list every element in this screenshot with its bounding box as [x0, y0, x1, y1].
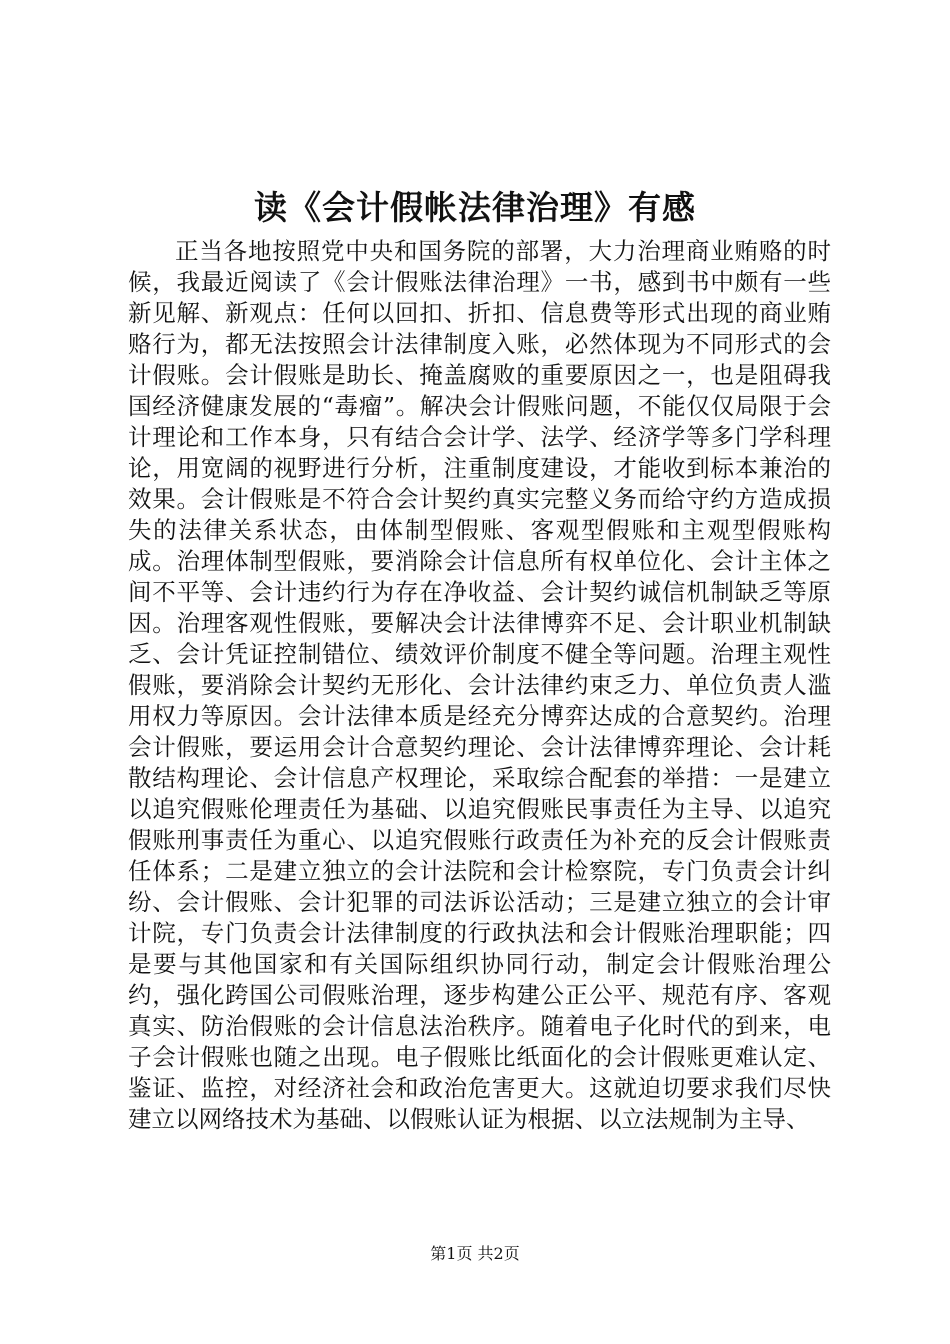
page-number-footer: 第1页 共2页	[430, 1244, 520, 1263]
document-body-paragraph: 正当各地按照党中央和国务院的部署，大力治理商业贿赂的时候，我最近阅读了《会计假账法律治理》一书，感到书中颇有一些新见解、新观点：任何以回扣、折扣、信息费等形式出现的商业贿赂行为，都无法按照会计法律制度入账，必然体现为不同形式的会计假账。会计假账是助长、掩盖腐败的重要原因之一，也是阻碍我国经济健康发展的“毒瘤”。解决会计假账问题，不能仅仅局限于会计理论和工作本身，只有结合会计学、法学、经济学等多门学科理论，用宽阔的视野进行分析，注重制度建设，才能收到标本兼治的效果。会计假账是不符合会计契约真实完整义务而给守约方造成损失的法律关系状态，由体制型假账、客观型假账和主观型假账构成。治理体制型假账，要消除会计信息所有权单位化、会计主体之间不平等、会计违约行为存在净收益、会计契约诚信机制缺乏等原因。治理客观性假账，要解决会计法律博弈不足、会计职业机制缺乏、会计凭证控制错位、绩效评价制度不健全等问题。治理主观性假账，要消除会计契约无形化、会计法律约束乏力、单位负责人滥用权力等原因。会计法律本质是经充分博弈达成的合意契约。治理会计假账，要运用会计合意契约理论、会计法律博弈理论、会计耗散结构理论、会计信息产权理论，采取综合配套的举措：一是建立以追究假账伦理责任为基础、以追究假账民事责任为主导、以追究假账刑事责任为重心、以追究假账行政责任为补充的反会计假账责任体系；二是建立独立的会计法院和会计检察院，专门负责会计纠纷、会计假账、会计犯罪的司法诉讼活动；三是建立独立的会计审计院，专门负责会计法律制度的行政执法和会计假账治理职能；四是要与其他国家和有关国际组织协同行动，制定会计假账治理公约，强化跨国公司假账治理，逐步构建公正公平、规范有序、客观真实、防治假账的会计信息法治秩序。随着电子化时代的到来，电子会计假账也随之出现。电子假账比纸面化的会计假账更难认定、鉴证、监控，对经济社会和政治危害更大。这就迫切要求我们尽快建立以网络技术为基础、以假账认证为根据、以立法规制为主导、	[128, 237, 831, 1133]
document-title: 读《会计假帐法律治理》有感	[254, 188, 696, 227]
